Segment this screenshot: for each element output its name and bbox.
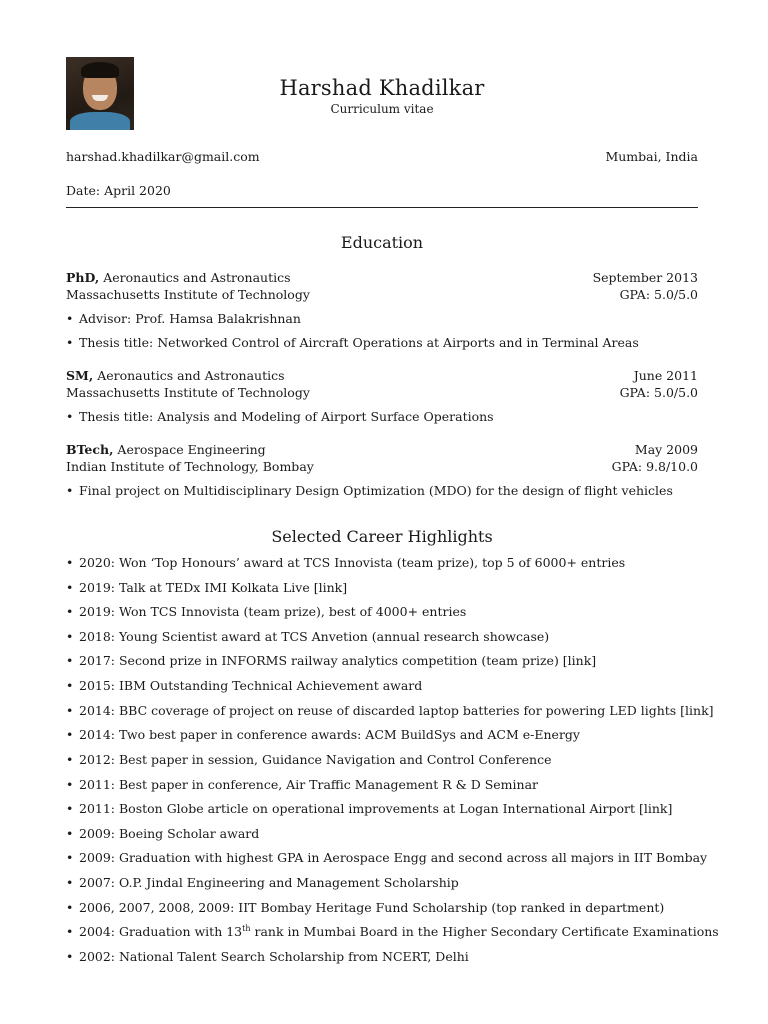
- list-item[interactable]: • 2019: Talk at TEDx IMI Kolkata Live [link]: [66, 580, 348, 595]
- degree-label: SM,: [66, 368, 94, 383]
- list-item: • 2009: Boeing Scholar award: [66, 826, 260, 841]
- list-item[interactable]: • 2011: Boston Globe article on operational improvements at Logan International Airport [link]: [66, 801, 673, 816]
- date-row: [66, 182, 698, 199]
- list-item[interactable]: • 2017: Second prize in INFORMS railway analytics competition (team prize) [link]: [66, 653, 597, 668]
- list-item: • 2019: Won TCS Innovista (team prize), best of 4000+ entries: [66, 604, 467, 619]
- education-heading: Education: [340, 233, 424, 252]
- list-item: • 2014: Two best paper in conference awards: ACM BuildSys and ACM e-Energy: [66, 727, 580, 742]
- page-title: Harshad Khadilkar: [279, 76, 485, 100]
- degree-date: May 2009: [634, 442, 698, 457]
- degree-date: June 2011: [633, 368, 698, 383]
- list-item[interactable]: • 2014: BBC coverage of project on reuse of discarded laptop batteries for powering LED lights [link]: [66, 703, 714, 718]
- institution-name: Massachusetts Institute of Technology: [66, 385, 310, 400]
- gpa-text: GPA: 9.8/10.0: [611, 459, 698, 474]
- degree-field: Aeronautics and Astronautics: [103, 270, 291, 285]
- location-text: Mumbai, India: [605, 149, 698, 164]
- list-item: • 2006, 2007, 2008, 2009: IIT Bombay Heritage Fund Scholarship (top ranked in department): [66, 900, 665, 915]
- education-institution-row: [66, 458, 698, 475]
- gpa-text: GPA: 5.0/5.0: [619, 385, 698, 400]
- institution-name: Indian Institute of Technology, Bombay: [66, 459, 314, 474]
- education-entry-sm: [66, 367, 698, 384]
- education-institution-row: [66, 384, 698, 401]
- gpa-text: GPA: 5.0/5.0: [619, 287, 698, 302]
- list-item: • Thesis title: Analysis and Modeling of Airport Surface Operations: [66, 409, 494, 424]
- education-institution-row: [66, 286, 698, 303]
- list-item: • 2020: Won ‘Top Honours’ award at TCS Innovista (team prize), top 5 of 6000+ entries: [66, 555, 626, 570]
- list-item: • 2012: Best paper in session, Guidance Navigation and Control Conference: [66, 752, 552, 767]
- degree-label: PhD,: [66, 270, 100, 285]
- list-item: • 2009: Graduation with highest GPA in Aerospace Engg and second across all majors in IIT Bombay: [66, 850, 708, 865]
- list-item: • 2011: Best paper in conference, Air Traffic Management R & D Seminar: [66, 777, 538, 792]
- header-divider: [66, 207, 698, 208]
- education-entry-phd: [66, 269, 698, 286]
- degree-field: Aeronautics and Astronautics: [97, 368, 285, 383]
- list-item: • 2015: IBM Outstanding Technical Achievement award: [66, 678, 423, 693]
- email-link[interactable]: harshad.khadilkar@gmail.com: [66, 149, 260, 164]
- degree-date: September 2013: [592, 270, 698, 285]
- degree-label: BTech,: [66, 442, 114, 457]
- cv-page: [66, 0, 719, 1024]
- degree-field: Aerospace Engineering: [117, 442, 266, 457]
- institution-name: Massachusetts Institute of Technology: [66, 287, 310, 302]
- subtitle: Curriculum vitae: [330, 102, 434, 116]
- list-item: • 2018: Young Scientist award at TCS Anvetion (annual research showcase): [66, 629, 550, 644]
- list-item: • Thesis title: Networked Control of Aircraft Operations at Airports and in Terminal Areas: [66, 335, 639, 350]
- date-text: Date: April 2020: [66, 183, 171, 198]
- list-item: • 2002: National Talent Search Scholarship from NCERT, Delhi: [66, 949, 469, 964]
- list-item: • Advisor: Prof. Hamsa Balakrishnan: [66, 311, 301, 326]
- list-item: • Final project on Multidisciplinary Design Optimization (MDO) for the design of flight vehicles: [66, 483, 673, 498]
- list-item: • 2004: Graduation with 13th rank in Mumbai Board in the Higher Secondary Certificate Examinations: [66, 924, 719, 939]
- contact-row: [66, 148, 698, 165]
- list-item: • 2007: O.P. Jindal Engineering and Management Scholarship: [66, 875, 459, 890]
- education-entry-btech: [66, 441, 698, 458]
- highlights-heading: Selected Career Highlights: [271, 527, 493, 546]
